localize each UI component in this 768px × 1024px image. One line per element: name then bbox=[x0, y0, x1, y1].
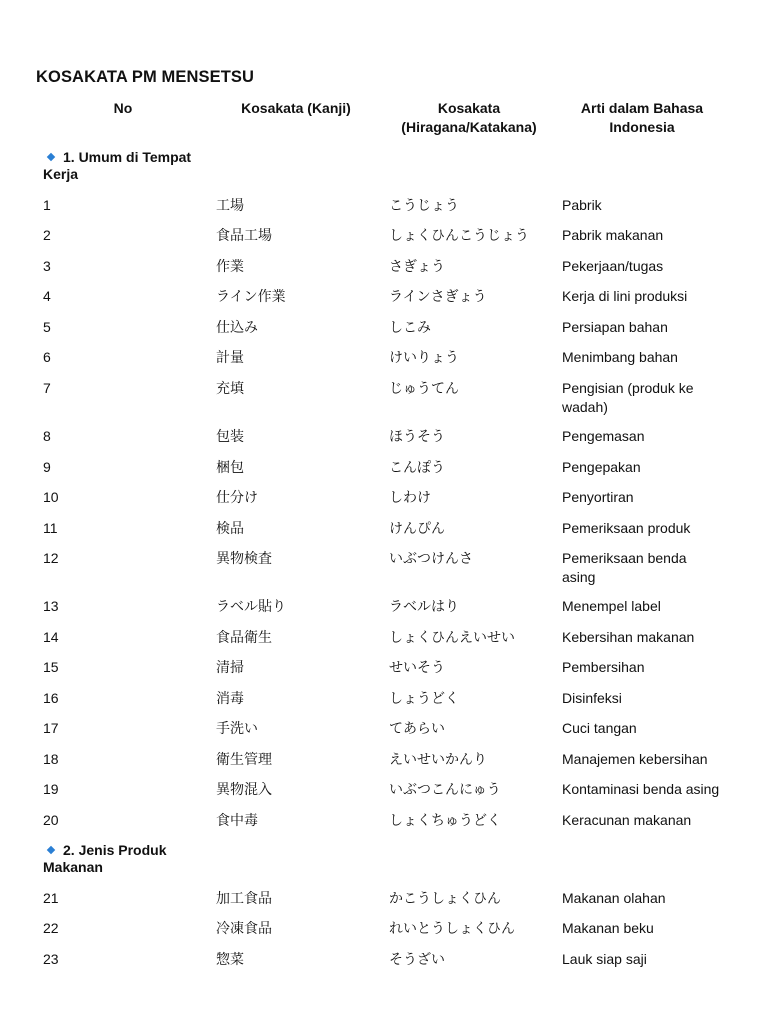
cell-arti: Pemeriksaan produk bbox=[562, 520, 691, 536]
cell-no: 19 bbox=[43, 781, 59, 797]
cell-kanji: 冷凍食品 bbox=[216, 920, 272, 936]
cell-no: 13 bbox=[43, 598, 59, 614]
table-row bbox=[43, 889, 743, 909]
cell-no: 1 bbox=[43, 197, 51, 213]
cell-hiragana: しょうどく bbox=[389, 690, 459, 706]
cell-hiragana: しわけ bbox=[389, 489, 431, 505]
header-no: No bbox=[113, 100, 133, 116]
cell-hiragana: けいりょう bbox=[389, 349, 459, 365]
cell-kanji: ラベル貼り bbox=[216, 598, 286, 614]
cell-hiragana: じゅうてん bbox=[389, 380, 459, 396]
cell-arti: Makanan olahan bbox=[562, 890, 666, 906]
table-row bbox=[43, 719, 743, 739]
table-row bbox=[43, 597, 743, 617]
cell-arti: Disinfeksi bbox=[562, 690, 622, 706]
cell-arti: Penyortiran bbox=[562, 489, 634, 505]
table-row bbox=[43, 811, 743, 831]
table-row bbox=[43, 257, 743, 277]
cell-no: 3 bbox=[43, 258, 51, 274]
cell-kanji: 仕分け bbox=[216, 489, 258, 505]
cell-hiragana: せいそう bbox=[389, 659, 445, 675]
table-row bbox=[43, 348, 743, 368]
cell-no: 8 bbox=[43, 428, 51, 444]
cell-no: 23 bbox=[43, 951, 59, 967]
cell-arti: Pengisian (produk ke wadah) bbox=[562, 380, 694, 415]
cell-kanji: 工場 bbox=[216, 197, 244, 213]
cell-kanji: 消毒 bbox=[216, 690, 244, 706]
cell-arti: Kebersihan makanan bbox=[562, 629, 695, 645]
cell-kanji: 食中毒 bbox=[216, 812, 258, 828]
table-row bbox=[43, 750, 743, 770]
cell-no: 11 bbox=[43, 520, 58, 536]
table-row bbox=[43, 780, 743, 800]
cell-arti: Kerja di lini produksi bbox=[562, 288, 688, 304]
cell-kanji: 計量 bbox=[216, 349, 244, 365]
cell-no: 12 bbox=[43, 550, 59, 566]
cell-kanji: 食品工場 bbox=[216, 227, 272, 243]
cell-arti: Lauk siap saji bbox=[562, 951, 647, 967]
cell-hiragana: さぎょう bbox=[389, 258, 445, 274]
cell-arti: Pabrik makanan bbox=[562, 227, 664, 243]
header-arti: Arti dalam Bahasa Indonesia bbox=[580, 100, 704, 135]
cell-arti: Manajemen kebersihan bbox=[562, 751, 708, 767]
cell-kanji: 充填 bbox=[216, 380, 244, 396]
header-kanji: Kosakata (Kanji) bbox=[241, 100, 351, 116]
cell-no: 7 bbox=[43, 380, 51, 396]
cell-kanji: 手洗い bbox=[216, 720, 258, 736]
cell-no: 9 bbox=[43, 459, 51, 475]
cell-hiragana: こんぽう bbox=[389, 459, 445, 475]
cell-arti: Menimbang bahan bbox=[562, 349, 678, 365]
cell-hiragana: しょくひんえいせい bbox=[389, 629, 515, 645]
cell-kanji: 異物混入 bbox=[216, 781, 272, 797]
cell-arti: Persiapan bahan bbox=[562, 319, 668, 335]
cell-arti: Pengepakan bbox=[562, 459, 641, 475]
cell-kanji: 食品衛生 bbox=[216, 629, 272, 645]
table-row bbox=[43, 658, 743, 678]
cell-no: 20 bbox=[43, 812, 59, 828]
diamond-bullet-icon bbox=[47, 153, 55, 161]
cell-no: 6 bbox=[43, 349, 51, 365]
table-row bbox=[43, 287, 743, 307]
table-row bbox=[43, 458, 743, 478]
cell-kanji: 異物検査 bbox=[216, 550, 272, 566]
cell-hiragana: そうざい bbox=[389, 951, 445, 967]
cell-kanji: 検品 bbox=[216, 520, 244, 536]
cell-no: 10 bbox=[43, 489, 59, 505]
cell-no: 21 bbox=[43, 890, 59, 906]
table-row bbox=[43, 628, 743, 648]
table-row bbox=[43, 689, 743, 709]
cell-no: 17 bbox=[43, 720, 59, 736]
table-row bbox=[43, 318, 743, 338]
cell-arti: Cuci tangan bbox=[562, 720, 637, 736]
page-title: KOSAKATA PM MENSETSU bbox=[36, 68, 255, 86]
cell-hiragana: れいとうしょくひん bbox=[389, 920, 515, 936]
cell-kanji: 梱包 bbox=[216, 459, 244, 475]
cell-arti: Pekerjaan/tugas bbox=[562, 258, 664, 274]
cell-kanji: 清掃 bbox=[216, 659, 244, 675]
table-row bbox=[43, 226, 743, 246]
cell-no: 4 bbox=[43, 288, 51, 304]
cell-no: 14 bbox=[43, 629, 59, 645]
cell-no: 15 bbox=[43, 659, 59, 675]
cell-arti: Pengemasan bbox=[562, 428, 645, 444]
header-hiragana-katakana: Kosakata (Hiragana/Katakana) bbox=[401, 100, 537, 135]
cell-no: 5 bbox=[43, 319, 51, 335]
cell-no: 18 bbox=[43, 751, 59, 767]
table-row bbox=[43, 919, 743, 939]
table-row bbox=[43, 427, 743, 447]
cell-kanji: 惣菜 bbox=[216, 951, 244, 967]
cell-arti: Pembersihan bbox=[562, 659, 645, 675]
cell-arti: Pemeriksaan benda asing bbox=[562, 550, 687, 585]
cell-hiragana: ラベルはり bbox=[389, 598, 459, 614]
table-row bbox=[43, 379, 743, 415]
cell-hiragana: ラインさぎょう bbox=[389, 288, 487, 304]
cell-kanji: 包装 bbox=[216, 428, 244, 444]
cell-hiragana: こうじょう bbox=[389, 197, 459, 213]
cell-hiragana: かこうしょくひん bbox=[389, 890, 501, 906]
section-heading-jenis-produk: 2. Jenis Produk Makanan bbox=[43, 842, 167, 875]
cell-no: 22 bbox=[43, 920, 59, 936]
cell-hiragana: ほうそう bbox=[389, 428, 445, 444]
cell-no: 16 bbox=[43, 690, 59, 706]
cell-arti: Keracunan makanan bbox=[562, 812, 692, 828]
cell-arti: Menempel label bbox=[562, 598, 661, 614]
table-row bbox=[43, 196, 743, 216]
cell-hiragana: しょくちゅうどく bbox=[389, 812, 501, 828]
cell-arti: Pabrik bbox=[562, 197, 602, 213]
table-row bbox=[43, 488, 743, 508]
cell-hiragana: けんぴん bbox=[389, 520, 445, 536]
cell-kanji: 仕込み bbox=[216, 319, 258, 335]
cell-arti: Makanan beku bbox=[562, 920, 654, 936]
table-row bbox=[43, 519, 743, 539]
cell-hiragana: しょくひんこうじょう bbox=[389, 227, 529, 243]
cell-hiragana: えいせいかんり bbox=[389, 751, 487, 767]
diamond-bullet-icon bbox=[47, 846, 55, 854]
cell-hiragana: いぶつけんさ bbox=[389, 550, 473, 566]
table-row bbox=[43, 549, 743, 585]
cell-hiragana: しこみ bbox=[389, 319, 431, 335]
section-heading-umum: 1. Umum di Tempat Kerja bbox=[43, 149, 192, 182]
cell-hiragana: てあらい bbox=[389, 720, 445, 736]
cell-no: 2 bbox=[43, 227, 51, 243]
cell-kanji: 作業 bbox=[216, 258, 244, 274]
cell-kanji: 衛生管理 bbox=[216, 751, 272, 767]
cell-kanji: ライン作業 bbox=[216, 288, 286, 304]
table-row bbox=[43, 950, 743, 970]
cell-hiragana: いぶつこんにゅう bbox=[389, 781, 501, 797]
cell-kanji: 加工食品 bbox=[216, 890, 272, 906]
cell-arti: Kontaminasi benda asing bbox=[562, 781, 720, 797]
